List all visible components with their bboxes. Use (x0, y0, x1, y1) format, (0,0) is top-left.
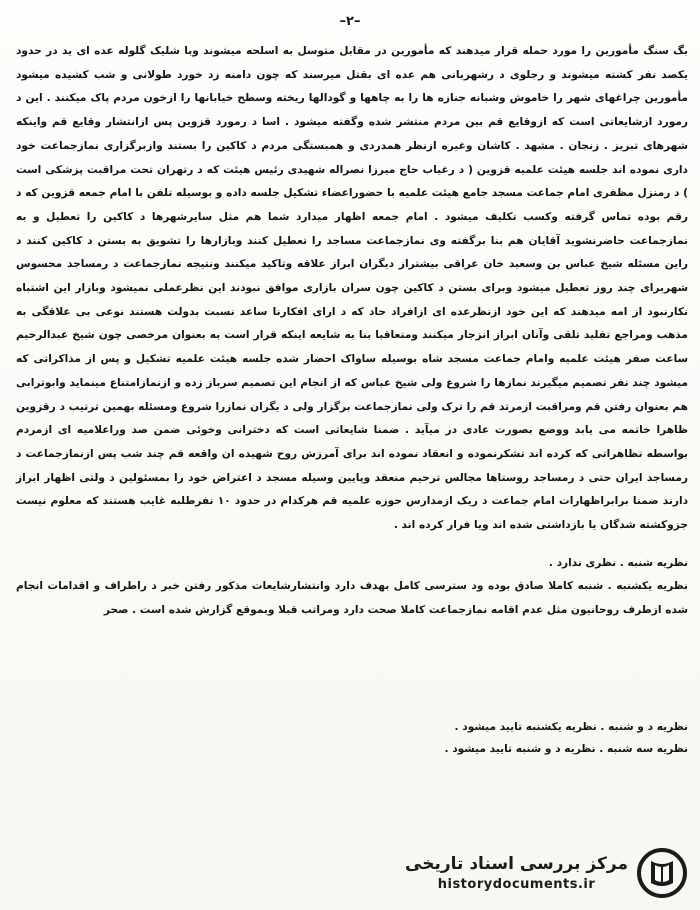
watermark (388, 844, 688, 902)
main-paragraph: بگ سنگ مأمورین را مورد حمله قرار میدهند که مأمورین در مقابل متوسل به اسلحه میشوند وبا شلیک گلوله عده ای ید در حدود یکصد نفر کشته میشوند و رجلوی د رشهربانی هم عده ای بقتل میرسند که چون دامنه زد خورد طولانی و شب کشیده میشود مأمورین چراغهای شهر را خاموش وشبانه جنازه ها را به چاهها و گودالها ریخته وسطح خیابانها را ازخون مردم پاک میکنند . این د رمورد ازشایعاتی است که ازوقایع قم بین مردم منتشر شده وگفته میشود . اسا د رمورد قزوین پس ازانتشار وقایع قم واینکه شهرهای تبریز . زنجان . مشهد . کاشان وغیره ازنظر همدردی و همبستگی مردم د کاکین را بستند وازبرگزاری نمازجماعت خود داری نموده اند جلسه هیئت علمیه قزوین ( د رغیاب حاج میرزا نصراله شهیدی رئیس هیئت که د رتهران تحت مراقبت پزشکی است ) د رمنزل مظفری امام جماعت مسجد جامع هیئت علمیه با حضوراعضاء تشکیل جلسه داده و بوسیله تلفن با امام جمعه قزوین که د رقم بوده تماس گرفته وکسب تکلیف میشود . امام جمعه اظهار میدارد شما هم مثل سایرشهرها د کاکین را تعطیل و به نمازجماعت حاضرنشوید آقایان هم بنا برگفته وی نمازجماعت مساجد را تعطیل کنند وبازارها را تشویق به بستن د کاکین کنند د راین مسئله شیخ عباس بن وسعید خان عراقی بیشتراز دیگران ابراز علاقه وتاکید میکنند ونتیجه نمازجماعت د رمساجد محسوس شهربرای چند روز تعطیل میشود وبرای بستن د کاکین چون سران بازاری موافق نبودند این نظرعملی نمیشود وبازار این اشتباه نکارنبود از امه میدهند که این خود ازنظرعده ای ازافراد حاد که د ارای افکارنا ساعد نسبت بدولت هستند نوعی بی علاقگی به مذهب ومراجع تقلید تلقی وآنان ابراز انزجار میکنند ومتعاقبا بنا به شایعه اینکه قرار است به بعنوان مرخصی چون شیخ عبدالرحیم ساعت صفر هیئت علمیه وامام جماعت مسجد شاه بوسیله ساواک احضار شده جلسه هیئت علمیه تشکیل و پس از مذاکراتی که میشود چند نفر تصمیم میگیرند نمازها را شروع ولی شیخ عباس که از انجام این تصمیم سرباز زده و ازنمازامتناع مینماید وابوترابی هم بعنوان رفتن قم ومراقبت ازمرتد قم را ترک ولی نمازجماعت برگزار ولی د یگران نمازرا شروع ومسئله بهمین ترتیب د رقزوین ظاهرا خاتمه می یابد ووضع بصورت عادی در میآید . ضمنا شایعاتی است که دخترانی وخوئی ضمن صد وراعلامیه ای ازمردم بواسطه تظاهراتی که کرده اند تشکرنموده و انعقاد نموده اند برای آمرزش روح شهیده ان واقعه قم چند شب پس ازنمازجماعت د رمساجد ایران حتی د رمساجد روستاها مجالس ترحیم منعقد وپایین وسیله مسجد د اعتراض خود را بمسئولین د ولتی اظهار ابراز دارند ضمنا برابراظهارات امام جماعت د ریک ازمدارس حوزه علمیه قم هرکدام در حدود ۱۰ نفرطلبه غایب هستند که معلوم نیست جزوکشته شدگان یا بازداشتی شده اند ویا فرار کرده اند . (16, 45, 689, 532)
tuesday-assessment: نظریه سه شنبه . نظریه د و شنبه تایید میشود . (444, 743, 688, 755)
watermark-text (405, 852, 628, 894)
document-body (16, 40, 688, 623)
watermark-title: مرکز بررسی اسناد تاریخی (405, 854, 628, 874)
watermark-url: historydocuments.ir (437, 877, 596, 892)
sunday-assessment: نظریه یکشنبه . شنبه کاملا صادق بوده ود سترسی کامل بهدف دارد وانتشارشایعات مذکور رفتن خبر د راطراف و اقدامات انجام شده ازطرف روحانیون مثل عدم اقامه نمازجماعت کاملا صحت دارد ومراتب قبلا وبموقع گزارش شده است . صحر (16, 580, 688, 617)
saturday-assessment: نظریه شنبه . نظری ندارد . (548, 556, 688, 569)
assessment-footer (16, 716, 688, 760)
page-number: –۲– (339, 14, 361, 29)
scroll-book-logo-icon (636, 847, 688, 899)
monday-assessment: نظریه د و شنبه . نظریه یکشنبه تایید میشود . (454, 721, 688, 733)
